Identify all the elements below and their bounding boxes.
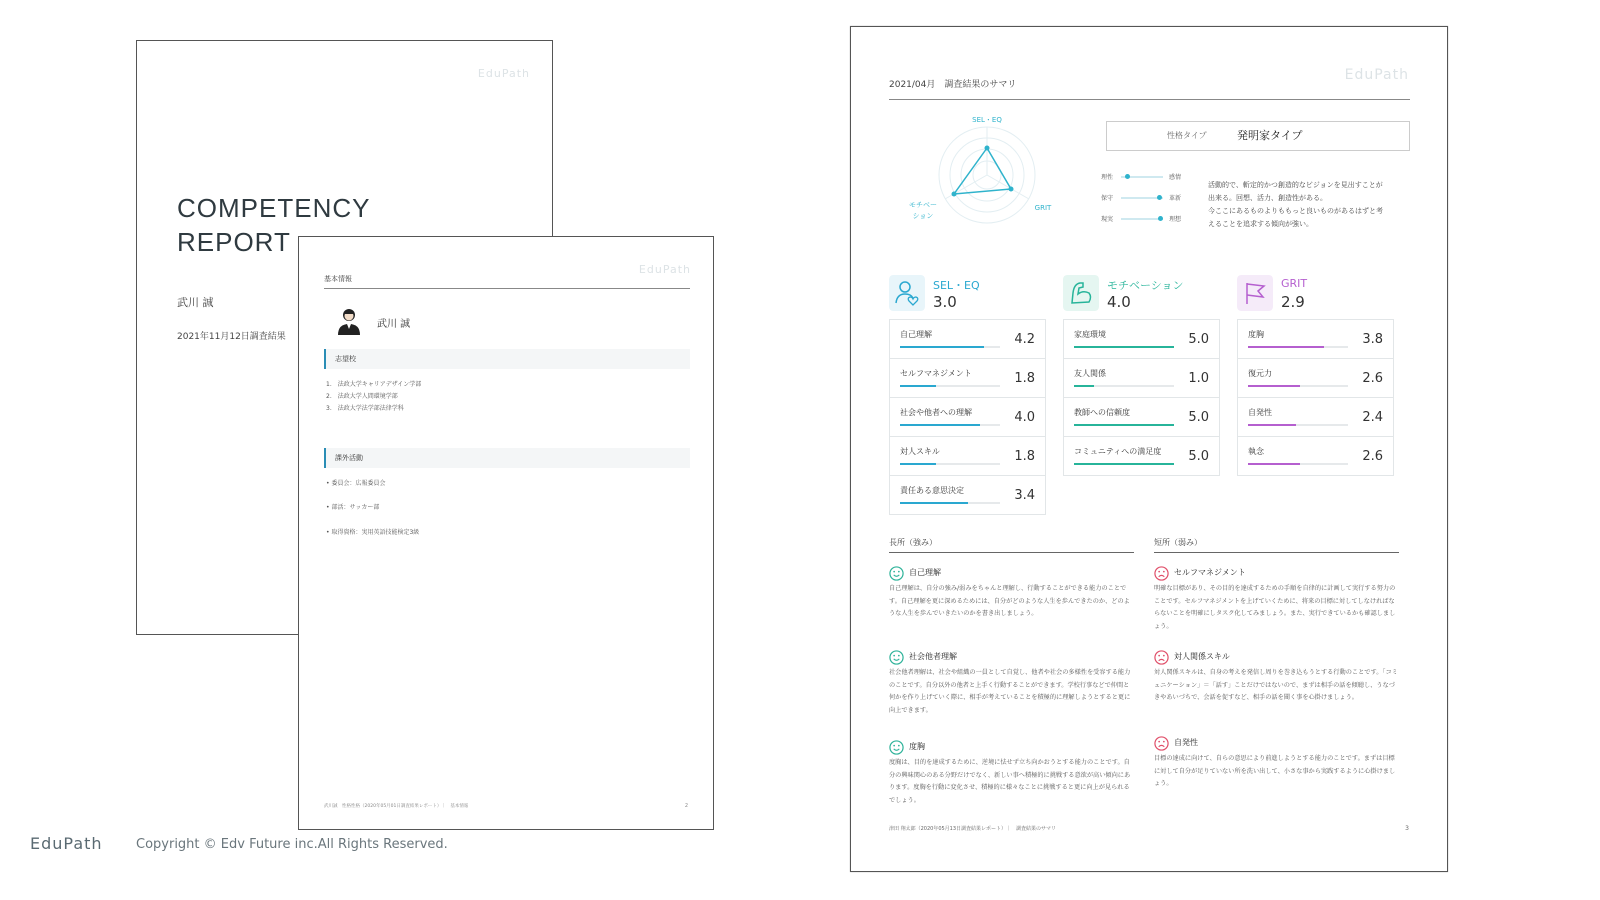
score-bar [1074,385,1174,387]
smile-face-icon [889,650,904,665]
score-value: 1.0 [1188,371,1209,386]
page-number: 2 [684,803,688,809]
score-card [1238,398,1393,437]
item-title: 社会他者理解 [909,652,957,661]
report-title: COMPETENCY REPORT [177,193,371,257]
score-bar-fill [1248,463,1300,465]
activity-section-title: 課外活動 [324,448,690,468]
score-value: 3.4 [1014,488,1035,503]
activity-item: • 委員会：広報委員会 [326,480,386,487]
trait-track [1121,218,1163,220]
score-card [1238,359,1393,398]
survey-date: 2021年11月12日調査結果 [177,332,286,342]
weakness-item [1154,649,1399,705]
score-bar [900,346,1000,348]
score-bar [1248,346,1348,348]
score-label: 対人スキル [900,447,940,456]
item-body: 社会他者理解は、社会や組織の一員として自覚し、他者や社会の多様性を受容する能力のことです。自分以外の他者と上手く行動することができます。学校行事などで仲間と何かを作り上げていく際に、相手が考えていることを積極的に理解しようとすると更に向上できます。 [889,669,1131,714]
activity-item: • 部活：サッカー部 [326,504,380,511]
score-card [890,437,1045,476]
description-line: 出来る。回想、活力、創造性がある。 [1208,194,1327,202]
score-value: 5.0 [1188,332,1209,347]
score-bar [900,502,1000,504]
score-label: 復元力 [1248,369,1272,378]
page-footer: 津田 翔太郎（2020年05月13日調査結果レポート）｜ 調査結果のサマリ [889,826,1057,832]
radar-label-left: モチベー [909,201,937,209]
school-item: 1. 法政大学キャリアデザイン学部 [326,381,422,388]
page-header: 基本情報 [324,275,352,283]
item-body: 度胸は、目的を達成するために、逆境に怯せず立ち向かおうとする能力のことです。自分の興味関心のある分野だけでなく、新しい事へ積極的に挑戦する意欲が高い傾向にあります。度胸を行動に変化させ、積極的に様々なことに挑戦すると更に向上が見られるでしょう。 [889,759,1131,804]
score-value: 4.0 [1014,410,1035,425]
score-bar-fill [900,385,936,387]
item-title: 自己理解 [909,568,941,577]
divider [1154,552,1399,553]
trait-right-label: 革新 [1169,195,1182,202]
trait-marker [1157,195,1162,200]
score-label: セルフマネジメント [900,369,972,378]
score-card [1238,320,1393,359]
score-bar-fill [900,346,984,348]
score-group [1063,319,1220,476]
score-bar [900,385,1000,387]
avatar-icon [337,307,361,335]
divider [889,552,1134,553]
page-header: 2021/04月 調査結果のサマリ [889,80,1017,90]
item-body: 自己理解は、自分の強み/弱みをちゃんと理解し、行動することができる能力のことです。自己理解を更に深めるためには、自分がどのような人生を歩んできたのか、どのような人生を歩んでいきたいのかを書き出しましょう。 [889,585,1130,617]
score-group [889,319,1046,515]
score-label: コミュニティへの満足度 [1074,447,1162,456]
score-bar [900,424,1000,426]
radar-label-left: ション [912,212,934,220]
description-line: えることを追求する傾向が強い。 [1208,220,1313,228]
basic-info-page [298,236,714,830]
divider [324,288,690,289]
sad-face-icon [1154,650,1169,665]
item-body: 明確な目標があり、その目的を達成するための手順を自律的に計画して実行する努力のことです。セルフマネジメントを上げていくために、将来の目標に対してしなければならないことを明確にしタスク化してみましょう。また、実行できているかも確認しましょう。 [1154,585,1396,630]
score-label: 教師への信頼度 [1074,408,1130,417]
sad-face-icon [1154,736,1169,751]
divider [889,99,1410,100]
weaknesses-title: 短所（弱み） [1154,538,1202,547]
school-item: 3. 法政大学法学部法律学科 [326,405,404,412]
score-bar [900,463,1000,465]
score-label: 責任ある意思決定 [900,486,964,495]
category-name: GRIT [1281,277,1308,290]
description-line: 今ここにあるものよりももっと良いものがあるはずと考 [1208,207,1383,215]
score-label: 自己理解 [900,330,932,339]
item-body: 対人関係スキルは、自身の考えを発信し周りを巻き込もうとする行動のことです。「コミュニケーション」＝「話す」ことだけではないので、まずは相手の話を傾聴し、うなづきやあいづちで、会話を促すなど、相手の話を聞く事を心掛けましょう。 [1154,669,1398,701]
item-body: 目標の達成に向けて、自らの意思により前進しようとする能力のことです。まずは目標に対して自分が足りていない所を洗い出して、小さな事から実践するように心掛けましょう。 [1154,755,1396,787]
score-value: 4.2 [1014,332,1035,347]
score-bar-fill [900,502,968,504]
score-card [1064,320,1219,359]
score-bar-fill [1074,463,1174,465]
watermark-logo: EduPath [638,263,691,276]
category-score: 2.9 [1281,293,1305,311]
score-bar-fill [900,424,980,426]
score-bar [1248,424,1348,426]
personality-type-label: 性格タイプ [1167,131,1207,140]
item-title: 自発性 [1174,738,1198,747]
smile-face-icon [889,740,904,755]
score-bar-fill [1248,424,1296,426]
strengths-title: 長所（強み） [889,538,937,547]
category-motivation [1063,275,1223,315]
score-bar-fill [1074,346,1174,348]
personality-type-box [1106,121,1410,151]
personality-description [1208,179,1410,231]
student-name: 武川 誠 [377,319,411,330]
student-name: 武川 誠 [177,296,214,309]
score-label: 社会や他者への理解 [900,408,972,417]
score-bar [1074,463,1174,465]
score-value: 1.8 [1014,449,1035,464]
trait-left-label: 保守 [1101,195,1114,202]
category-score: 3.0 [933,293,957,311]
page-footer: 武川誠 性格性格（2020年05月01日調査結果レポート）｜ 基本情報 [324,804,469,809]
score-bar-fill [1074,385,1094,387]
radar-label-right: GRIT [1034,204,1052,212]
score-value: 5.0 [1188,449,1209,464]
score-label: 家庭環境 [1074,330,1106,339]
score-group [1237,319,1394,476]
page-number: 3 [1405,825,1409,832]
strength-item [889,565,1134,621]
item-title: 度胸 [909,742,925,751]
strength-item [889,739,1134,807]
score-bar [1248,463,1348,465]
personality-type-value: 発明家タイプ [1237,129,1303,142]
trait-marker [1158,216,1163,221]
strength-item [889,649,1134,717]
score-bar-fill [1248,346,1324,348]
trait-right-label: 理想 [1169,216,1182,223]
person-heart-icon [889,275,925,311]
item-title: セルフマネジメント [1174,568,1246,577]
category-name: SEL・EQ [933,279,980,292]
category-sel-eq [889,275,1049,315]
brand-logo: EduPath [30,834,103,853]
score-value: 3.8 [1362,332,1383,347]
radar-chart [901,117,1061,237]
activity-item: • 取得資格：実用英語技能検定3級 [326,529,420,536]
trait-left-label: 現実 [1101,216,1114,223]
score-bar [1074,424,1174,426]
score-label: 自発性 [1248,408,1272,417]
school-item: 2. 法政大学人間環境学部 [326,393,398,400]
score-card [890,359,1045,398]
score-label: 執念 [1248,447,1264,456]
trait-left-label: 理性 [1101,174,1114,181]
category-score: 4.0 [1107,293,1131,311]
watermark-logo: EduPath [1344,67,1409,83]
score-card [890,398,1045,437]
score-card [1064,359,1219,398]
copyright-text: Copyright © Edv Future inc.All Rights Reserved. [136,837,448,852]
category-name: モチベーション [1107,279,1184,292]
score-value: 1.8 [1014,371,1035,386]
category-grit [1237,275,1397,315]
school-section-title: 志望校 [324,349,690,369]
score-bar-fill [900,463,936,465]
smile-face-icon [889,566,904,581]
flag-icon [1237,275,1273,311]
score-bar-fill [1248,385,1300,387]
trait-right-label: 感情 [1169,174,1182,181]
score-card [890,320,1045,359]
trait-marker [1125,174,1130,179]
radar-label-top: SEL・EQ [972,117,1002,124]
score-value: 5.0 [1188,410,1209,425]
sad-face-icon [1154,566,1169,581]
score-label: 友人関係 [1074,369,1106,378]
weakness-item [1154,565,1399,633]
score-card [890,476,1045,515]
score-card [1064,437,1219,476]
score-value: 2.6 [1362,449,1383,464]
muscle-arm-icon [1063,275,1099,311]
score-label: 度胸 [1248,330,1264,339]
score-bar-fill [1074,424,1174,426]
item-title: 対人関係スキル [1174,652,1230,661]
summary-page [850,26,1448,872]
watermark-logo: EduPath [477,67,530,80]
score-card [1064,398,1219,437]
score-value: 2.6 [1362,371,1383,386]
score-value: 2.4 [1362,410,1383,425]
score-bar [1248,385,1348,387]
score-bar [1074,346,1174,348]
score-card [1238,437,1393,476]
description-line: 活動的で、斬定的かつ創造的なビジョンを見出すことが [1208,181,1383,189]
weakness-item [1154,735,1399,791]
